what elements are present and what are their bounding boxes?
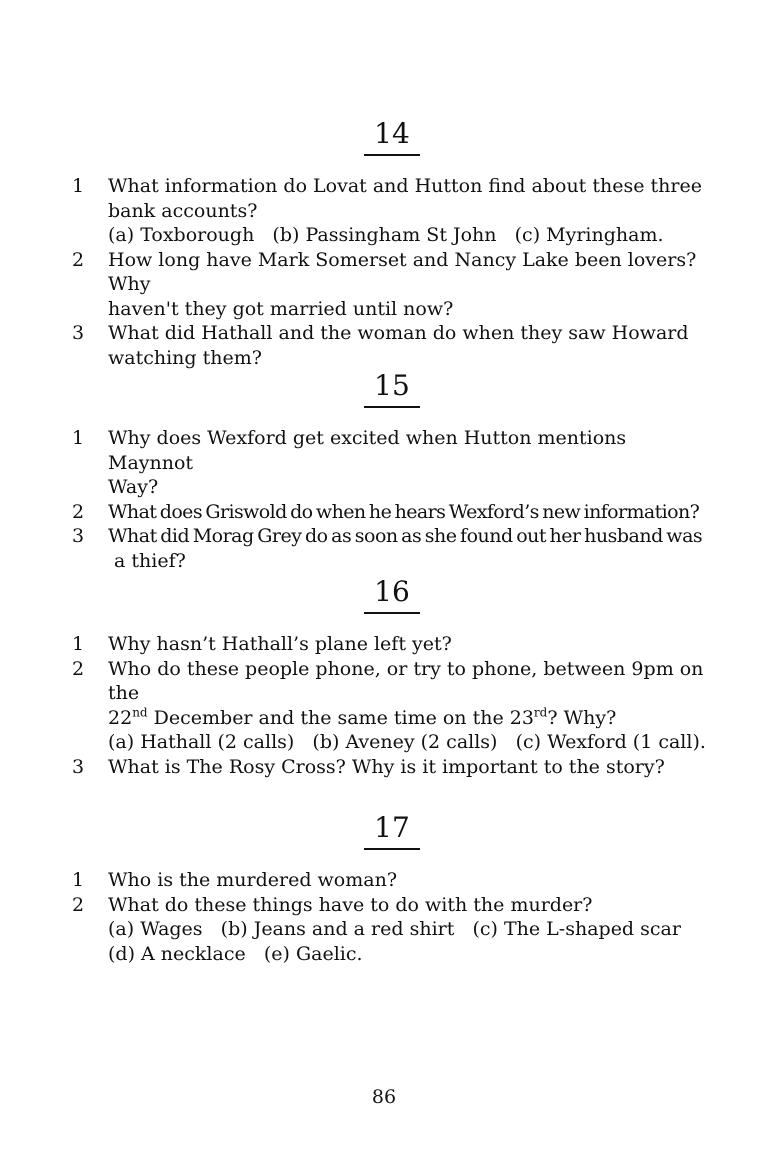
chapter-14-section bbox=[72, 118, 712, 370]
question-item: 1 What information do Lovat and Hutton find about these three bank accounts? (a) Toxborough (b) Passingham St John (c) Myringham. bbox=[72, 175, 702, 246]
question-item: 1 Who is the murdered woman? bbox=[72, 869, 398, 891]
chapter-16-section bbox=[72, 576, 712, 779]
question-item: 1 Why does Wexford get excited when Hutton mentions Maynnot Way? bbox=[72, 427, 627, 498]
chapter-heading: 14 bbox=[72, 118, 712, 156]
chapter-heading: 17 bbox=[72, 812, 712, 850]
page-number: 86 bbox=[371, 1086, 397, 1108]
chapter-heading: 15 bbox=[72, 370, 712, 408]
question-item: 2 What do these things have to do with the murder? (a) Wages (b) Jeans and a red shirt (c) The L-shaped scar (d) A necklace (e) Gaelic. bbox=[72, 893, 681, 965]
chapter-17-section bbox=[72, 812, 712, 966]
question-item: 3 What did Morag Grey do as soon as she found out her husband was a thief? bbox=[72, 525, 703, 572]
question-item: 3 What did Hathall and the woman do when they saw Howard watching them? bbox=[72, 322, 689, 369]
question-item: 3 What is The Rosy Cross? Why is it important to the story? bbox=[72, 755, 665, 778]
question-item: 2 How long have Mark Somerset and Nancy Lake been lovers? Why haven't they got married until now? bbox=[72, 248, 697, 320]
chapter-15-section bbox=[72, 370, 712, 573]
question-item: 2 What does Griswold do when he hears Wexford’s new information? bbox=[72, 500, 700, 523]
chapter-heading: 16 bbox=[72, 576, 712, 614]
question-item: 2 Who do these people phone, or try to phone, between 9pm on the 22nd December and the same time on the 23rd? Why? (a) Hathall (2 calls) (b) Aveney (2 calls) (c) Wexford (1 call). bbox=[72, 657, 706, 753]
question-item: 1 Why hasn’t Hathall’s plane left yet? bbox=[72, 633, 452, 655]
